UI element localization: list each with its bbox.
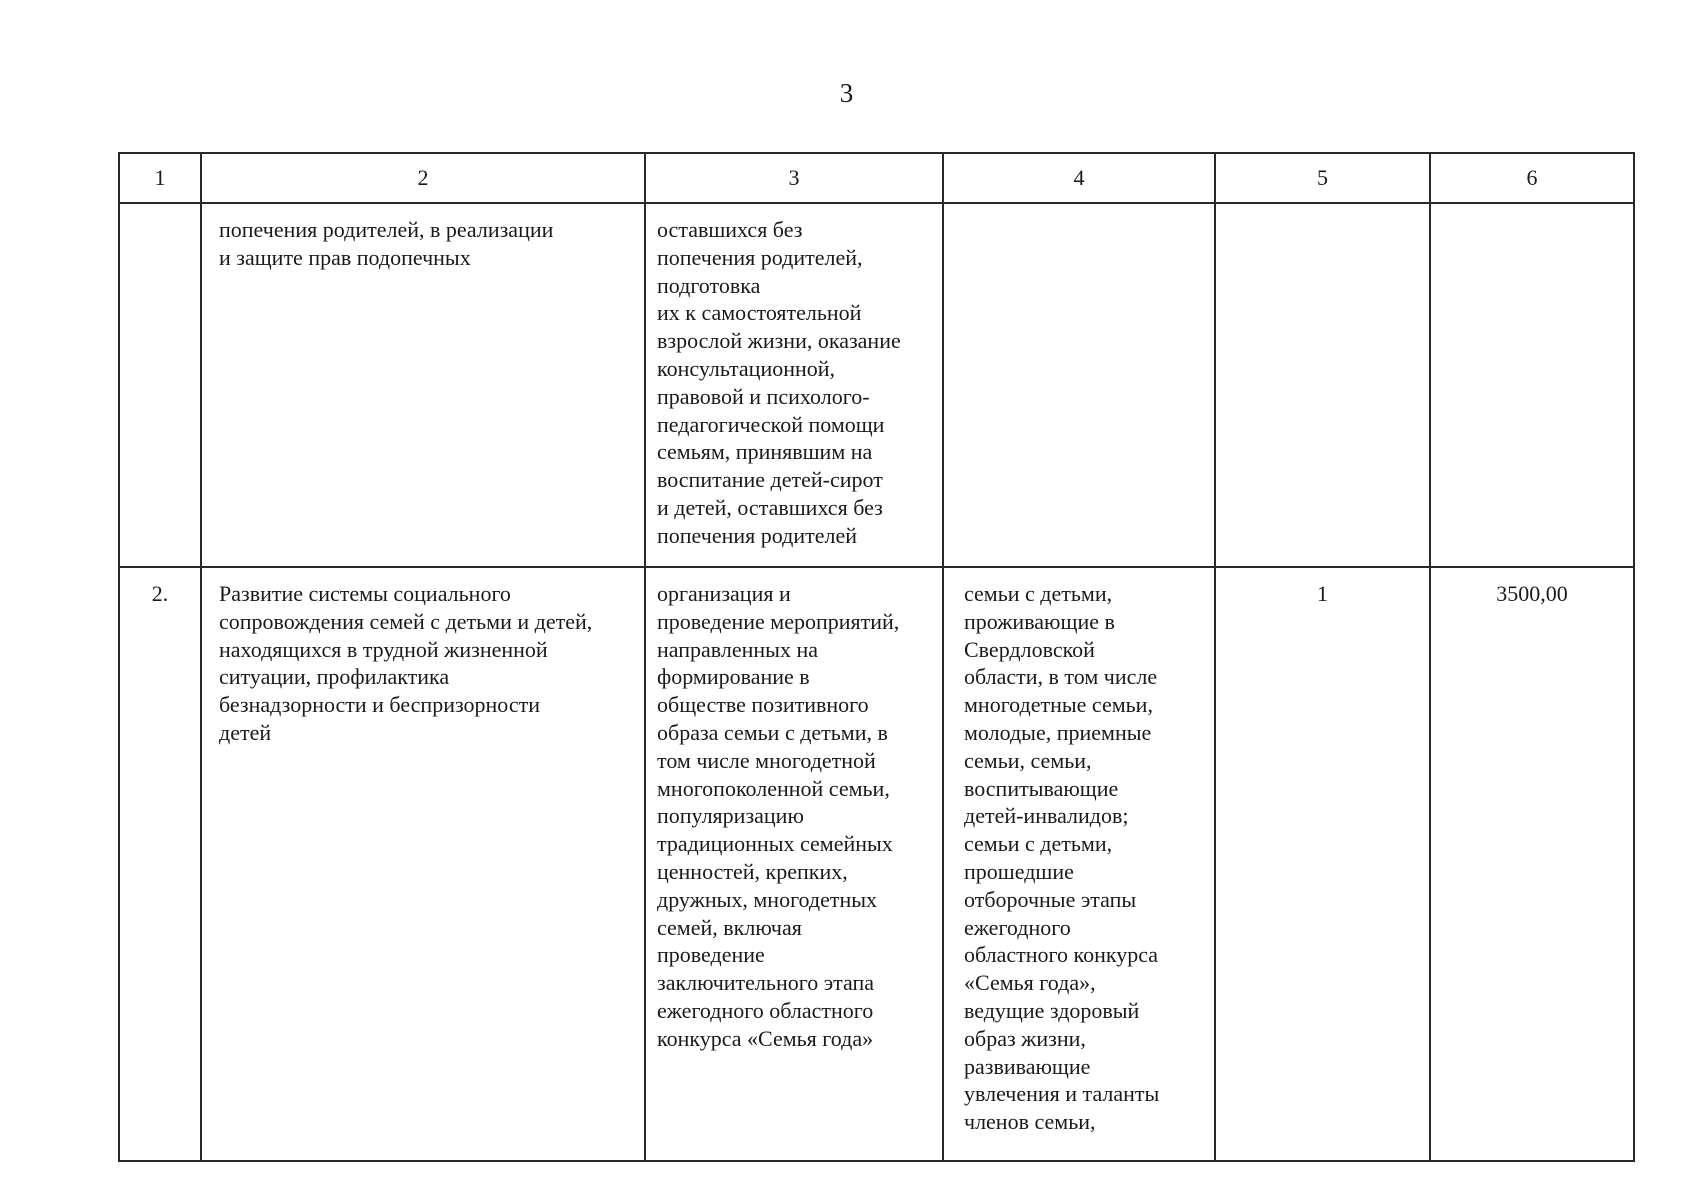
table-header bbox=[119, 153, 1634, 203]
target-group-cell bbox=[943, 203, 1215, 567]
column-header-1: 1 bbox=[119, 153, 201, 203]
task-cell bbox=[201, 567, 645, 1161]
page-number-text: 3 bbox=[839, 78, 854, 108]
table-row bbox=[119, 203, 1634, 567]
count-cell: 1 bbox=[1215, 567, 1430, 1161]
document-table bbox=[118, 152, 1635, 1162]
column-header-6: 6 bbox=[1430, 153, 1634, 203]
column-header-4: 4 bbox=[943, 153, 1215, 203]
task-text: попечения родителей, в реализации и защите прав подопечных bbox=[219, 217, 554, 270]
activity-cell bbox=[645, 203, 943, 567]
target-group-cell bbox=[943, 567, 1215, 1161]
page-number bbox=[0, 78, 1697, 109]
target-group-text: семьи с детьми, проживающие в Свердловской области, в том числе многодетные семьи, молодые, приемные семьи, семьи, воспитывающие детей-инвалидов; семьи с детьми, прошедшие отборочные этапы ежегодного областного конкурса «Семья года», ведущие здоровый образ жизни, развивающие увлечения и таланты членов семьи, bbox=[964, 581, 1160, 1135]
column-header-3: 3 bbox=[645, 153, 943, 203]
task-text: Развитие системы социального сопровождения семей с детьми и детей, находящихся в трудной жизненной ситуации, профилактика безнадзорности и беспризорности детей bbox=[219, 581, 593, 745]
amount-cell: 3500,00 bbox=[1430, 567, 1634, 1161]
row-number-cell: 2. bbox=[119, 567, 201, 1161]
activity-text: оставшихся без попечения родителей, подготовка их к самостоятельной взрослой жизни, оказание консультационной, правовой и психолого- педагогической помощи семьям, принявшим на воспитание детей-сирот и детей, оставшихся без попечения родителей bbox=[657, 217, 901, 548]
column-header-5: 5 bbox=[1215, 153, 1430, 203]
amount-cell bbox=[1430, 203, 1634, 567]
table-row bbox=[119, 567, 1634, 1161]
task-cell bbox=[201, 203, 645, 567]
activity-cell bbox=[645, 567, 943, 1161]
table-body bbox=[119, 203, 1634, 1161]
count-cell bbox=[1215, 203, 1430, 567]
activity-text: организация и проведение мероприятий, направленных на формирование в обществе позитивного образа семьи с детьми, в том числе многодетной многопоколенной семьи, популяризацию традиционных семейных ценностей, крепких, дружных, многодетных семей, включая проведение заключительного этапа ежегодного областного конкурса «Семья года» bbox=[657, 581, 900, 1051]
column-header-2: 2 bbox=[201, 153, 645, 203]
header-row bbox=[119, 153, 1634, 203]
row-number-cell bbox=[119, 203, 201, 567]
